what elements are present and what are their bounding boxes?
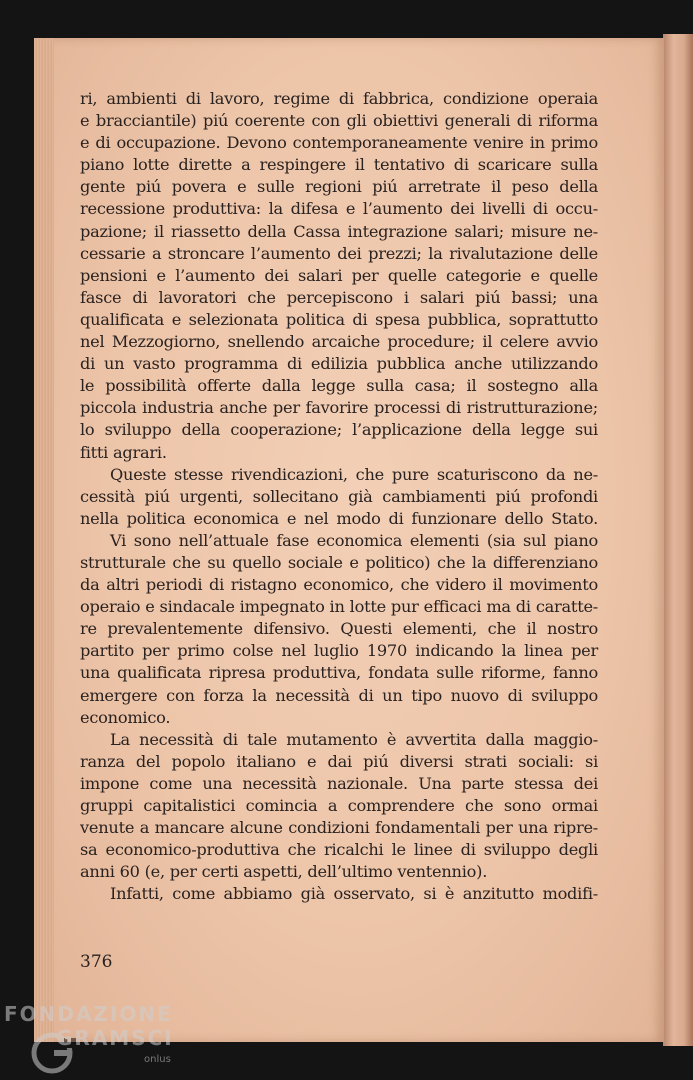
text-line: nel Mezzogiorno, snellendo arcaiche procedure; il celere avvio (80, 332, 598, 352)
text-line: di un vasto programma di edilizia pubblica anche utilizzando (80, 354, 598, 374)
text-line: operaio e sindacale impegnato in lotte pur efficaci ma di caratte- (80, 597, 598, 617)
text-line: le possibilità offerte dalla legge sulla casa; il sostegno alla (80, 376, 598, 396)
text-line: fasce di lavoratori che percepiscono i salari piú bassi; una (80, 287, 598, 307)
text-line: fitti agrari. (80, 442, 167, 462)
text-line: nella politica economica e nel modo di funzionare dello Stato. (80, 508, 598, 528)
watermark-line-2: GRAMSCI (56, 1026, 174, 1050)
watermark (4, 1000, 204, 1080)
text-line: sa economico-produttiva che ricalchi le linee di sviluppo degli (80, 840, 598, 860)
text-line: da altri periodi di ristagno economico, che videro il movimento (80, 575, 598, 595)
text-line: piano lotte dirette a respingere il tentativo di scaricare sulla (80, 155, 598, 175)
text-line: venute a mancare alcune condizioni fondamentali per una ripre- (80, 818, 598, 838)
page-stack-edge (34, 38, 54, 1042)
text-line: re prevalentemente difensivo. Questi elementi, che il nostro (80, 619, 598, 639)
text-line: e di occupazione. Devono contemporaneamente venire in primo (80, 133, 598, 153)
paragraph (80, 729, 598, 884)
text-line: gente piú povera e sulle regioni piú arretrate il peso della (80, 177, 598, 197)
text-line: pazione; il riassetto della Cassa integrazione salari; misure ne- (80, 221, 598, 241)
text-line: La necessità di tale mutamento è avvertita dalla maggio- (110, 729, 598, 749)
text-line: ri, ambienti di lavoro, regime di fabbrica, condizione operaia (80, 89, 598, 108)
text-line: strutturale che su quello sociale e politico) che la differenziano (80, 552, 598, 572)
paragraph (80, 883, 598, 905)
paragraph (80, 88, 598, 464)
text-line: emergere con forza la necessità di un tipo nuovo di sviluppo (80, 685, 598, 705)
text-line: una qualificata ripresa produttiva, fondata sulle riforme, fanno (80, 663, 598, 683)
text-line: lo sviluppo della cooperazione; l’applicazione della legge sui (80, 420, 598, 440)
text-line: cessità piú urgenti, sollecitano già cambiamenti piú profondi (80, 486, 598, 506)
text-line: impone come una necessità nazionale. Una parte stessa dei (80, 773, 598, 793)
page-number: 376 (80, 952, 113, 972)
text-line: cessarie a stroncare l’aumento dei prezzi; la rivalutazione delle (80, 243, 598, 263)
paragraph (80, 530, 598, 729)
text-line: recessione produttiva: la difesa e l’aumento dei livelli di occu- (80, 199, 598, 219)
text-line: Infatti, come abbiamo già osservato, si è anzitutto modifi- (110, 884, 598, 904)
text-line: gruppi capitalistici comincia a comprendere che sono ormai (80, 796, 598, 815)
text-line: Queste stesse rivendicazioni, che pure scaturiscono da ne- (110, 464, 598, 484)
watermark-subtitle: onlus (144, 1054, 171, 1065)
text-line: e bracciantile) piú coerente con gli obiettivi generali di riforma (80, 111, 598, 131)
text-line: anni 60 (e, per certi aspetti, dell’ultimo ventennio). (80, 862, 488, 882)
text-line: piccola industria anche per favorire processi di ristrutturazione; (80, 398, 598, 418)
text-line: economico. (80, 707, 171, 727)
watermark-line-1: FONDAZIONE (4, 1002, 173, 1026)
paragraph (80, 464, 598, 530)
text-line: Vi sono nell’attuale fase economica elementi (sia sul piano (110, 530, 598, 550)
body-text (80, 88, 598, 905)
next-page-edge (663, 34, 693, 1046)
text-line: qualificata e selezionata politica di spesa pubblica, soprattutto (80, 309, 598, 329)
text-line: ranza del popolo italiano e dai piú diversi strati sociali: si (80, 751, 598, 771)
text-line: pensioni e l’aumento dei salari per quelle categorie e quelle (80, 265, 598, 285)
text-line: partito per primo colse nel luglio 1970 indicando la linea per (80, 641, 598, 661)
